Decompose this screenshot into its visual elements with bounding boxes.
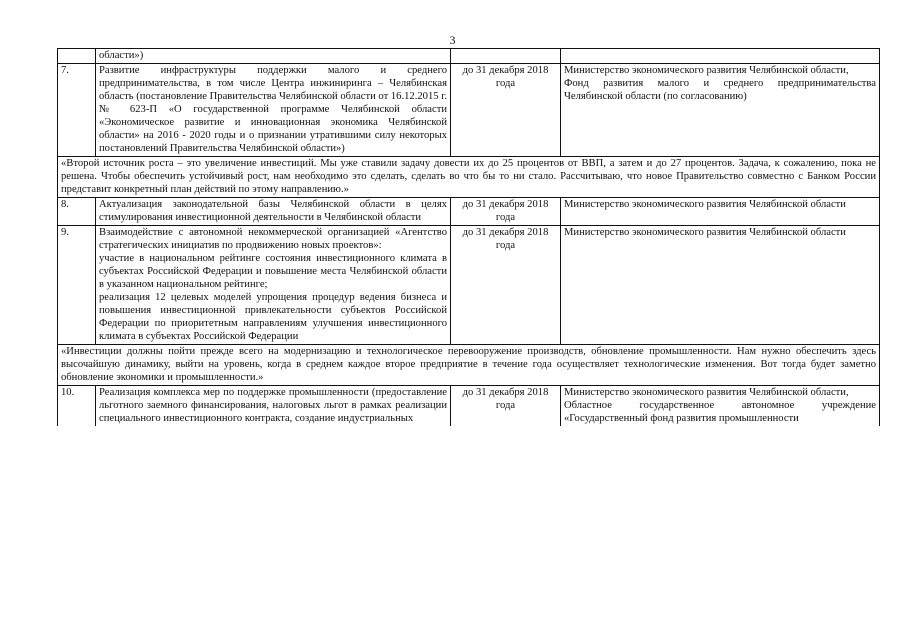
table-row-10	[58, 386, 880, 427]
measure-paragraph: реализация 12 целевых моделей упрощения процедур ведения бизнеса и повышения инвестиционной привлекательности субъектов Российской Федерации по приоритетным направлениям улучшения инвестиционного климата в субъектах Российской Федерации	[99, 292, 447, 342]
responsible-executor: Министерство экономического развития Челябинской области,	[564, 387, 849, 398]
responsible-cell	[561, 49, 880, 64]
deadline: до 31 декабря 2018 года	[451, 226, 561, 345]
deadline: до 31 декабря 2018 года	[451, 386, 561, 427]
row-number: 9.	[58, 226, 96, 345]
deadline: до 31 декабря 2018 года	[451, 198, 561, 226]
measure-description	[96, 226, 451, 345]
measure-description: Актуализация законодательной базы Челябинской области в целях стимулирования инвестиционной деятельности в Челябинской области	[96, 198, 451, 226]
table-row-9	[58, 226, 880, 345]
measure-description: Развитие инфраструктуры поддержки малого и среднего предпринимательства, в том числе Центра инжиниринга – Челябинская область (постановление Правительства Челябинской области от 16.12.2015 г. № 623-П «О государственной программе Челябинской области «Экономическое развитие и инновационная экономика Челябинской области» на 2016 - 2020 годы и о признании утратившими силу некоторых постановлений Правительства Челябинской области»)	[96, 64, 451, 157]
deadline-cell	[451, 49, 561, 64]
responsible-executor: Министерство экономического развития Челябинской области,	[564, 65, 849, 76]
responsible-executors	[561, 64, 880, 157]
responsible-executor: Министерство экономического развития Челябинской области	[561, 198, 880, 226]
responsible-executor: Фонд развития малого и среднего предпринимательства Челябинской области (по согласованию)	[564, 78, 876, 102]
row-number: 10.	[58, 386, 96, 427]
measure-description: области»)	[96, 49, 451, 64]
president-quote: «Второй источник роста – это увеличение инвестиций. Мы уже ставили задачу довести их до 25 процентов от ВВП, а затем и до 27 процентов. Задача, к сожалению, пока не решена. Чтобы обеспечить устойчивый рост, нам необходимо это сделать, сделать во что бы то ни стало. Рассчитываю, что новое Правительство совместно с Банком России представит конкретный план действий по этому направлению.»	[58, 157, 880, 198]
measure-description: Реализация комплекса мер по поддержке промышленности (предоставление льготного заемного финансирования, налоговых льгот в рамках реализации специального инвестиционного контракта, создание индустриальных	[96, 386, 451, 427]
measure-paragraph: Взаимодействие с автономной некоммерческой организацией «Агентство стратегических инициатив по продвижению новых проектов»:	[99, 227, 447, 251]
deadline: до 31 декабря 2018 года	[451, 64, 561, 157]
quote-row-investment	[58, 157, 880, 198]
row-number-cell	[58, 49, 96, 64]
president-quote: «Инвестиции должны пойти прежде всего на модернизацию и технологическое перевооружение производств, обновление промышленности. Нам нужно обеспечить здесь высочайшую динамику, выйти на уровень, когда в среднем каждое второе предприятие в течение года осуществляет технологические изменения. Вот тогда будет заметно обновление экономики и промышленности.»	[58, 345, 880, 386]
table-row-8	[58, 198, 880, 226]
responsible-executor: Министерство экономического развития Челябинской области	[561, 226, 880, 345]
row-number: 7.	[58, 64, 96, 157]
table-row-continuation	[58, 49, 880, 64]
table-row-7	[58, 64, 880, 157]
row-number: 8.	[58, 198, 96, 226]
measure-paragraph: участие в национальном рейтинге состояния инвестиционного климата в субъектах Российской Федерации и повышение места Челябинской области в указанном национальном рейтинге;	[99, 253, 447, 290]
responsible-executors	[561, 386, 880, 427]
page-number: 3	[449, 33, 456, 47]
plan-table	[57, 48, 880, 426]
quote-row-modernization	[58, 345, 880, 386]
responsible-executor: Областное государственное автономное учреждение «Государственный фонд развития промышленности	[564, 400, 876, 424]
